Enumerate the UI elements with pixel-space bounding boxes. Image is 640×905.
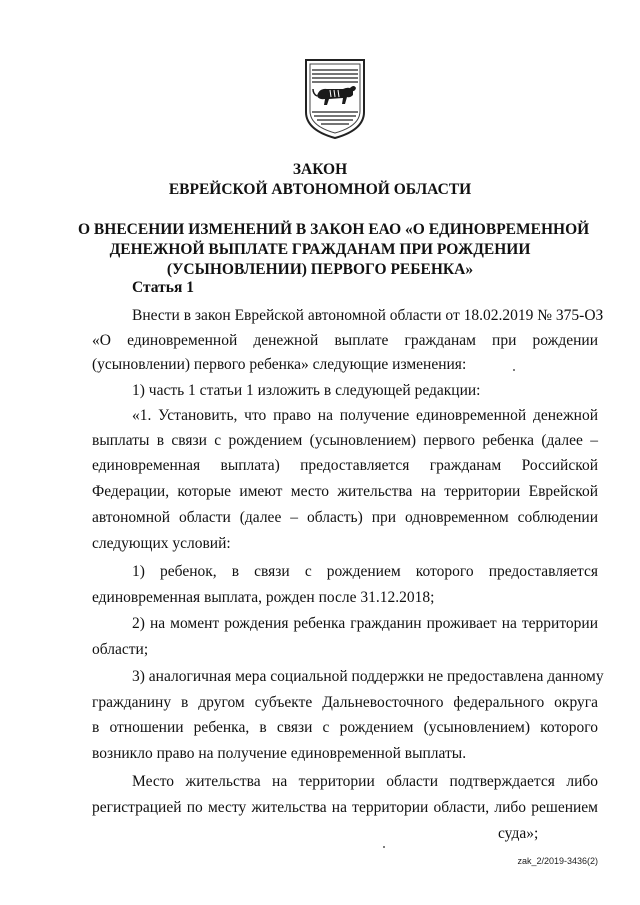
text-line: 1) ребенок, в связи с рождением которого предоставляется [132, 563, 598, 580]
text-line: (усыновлении) первого ребенка» следующие изменения: [92, 356, 467, 373]
text-line: суда»; [498, 825, 539, 842]
text-line: возникло право на получение единовременной выплаты. [92, 745, 467, 762]
text-line: области; [92, 641, 149, 658]
text-line: регистрацией по месту жительства на территории области, либо решением [92, 799, 598, 816]
text-line: гражданину в другом субъекте Дальневосточного федерального округа [92, 694, 598, 711]
text-line: автономной области (далее – область) при одновременном соблюдении [92, 509, 598, 526]
text-line: следующих условий: [92, 535, 231, 552]
article-heading: Статья 1 [132, 279, 194, 296]
text-line: Федерации, которые имеют место жительства на территории Еврейской [92, 483, 598, 500]
text-line: единовременная выплата) предоставляется гражданам Российской [92, 457, 598, 474]
law-subject [78, 220, 590, 280]
text-line: 3) аналогичная мера социальной поддержки не предоставлена данному [132, 668, 604, 685]
law-title-line2: ЕВРЕЙСКОЙ АВТОНОМНОЙ ОБЛАСТИ [168, 181, 472, 198]
law-subject-line3: (УСЫНОВЛЕНИИ) ПЕРВОГО РЕБЕНКА» [166, 261, 474, 278]
text-line: выплаты в связи с рождением (усыновлением) первого ребенка (далее – [92, 432, 598, 449]
law-title-line1: ЗАКОН [292, 161, 348, 178]
law-title [0, 160, 640, 200]
text-line: Внести в закон Еврейской автономной области от 18.02.2019 № 375-ОЗ [132, 307, 604, 324]
law-subject-line1: О ВНЕСЕНИИ ИЗМЕНЕНИЙ В ЗАКОН ЕАО «О ЕДИНОВРЕМЕННОЙ [78, 221, 590, 238]
scan-speck [513, 369, 515, 371]
coat-of-arms-emblem [303, 58, 367, 140]
text-line: 2) на момент рождения ребенка гражданин проживает на территории [132, 615, 598, 632]
text-line: «О единовременной денежной выплате гражданам при рождении [92, 332, 598, 349]
text-line: Место жительства на территории области подтверждается либо [132, 773, 598, 790]
document-code: zak_2/2019-3436(2) [517, 856, 598, 866]
text-line: 1) часть 1 статьи 1 изложить в следующей редакции: [132, 382, 481, 399]
text-line: «1. Установить, что право на получение единовременной денежной [132, 407, 598, 424]
law-subject-line2: ДЕНЕЖНОЙ ВЫПЛАТЕ ГРАЖДАНАМ ПРИ РОЖДЕНИИ [109, 241, 531, 258]
text-line: единовременная выплата, рожден после 31.12.2018; [92, 589, 435, 606]
text-line: в отношении ребенка, в связи с рождением (усыновлением) которого [92, 719, 598, 736]
scan-speck [383, 846, 385, 848]
